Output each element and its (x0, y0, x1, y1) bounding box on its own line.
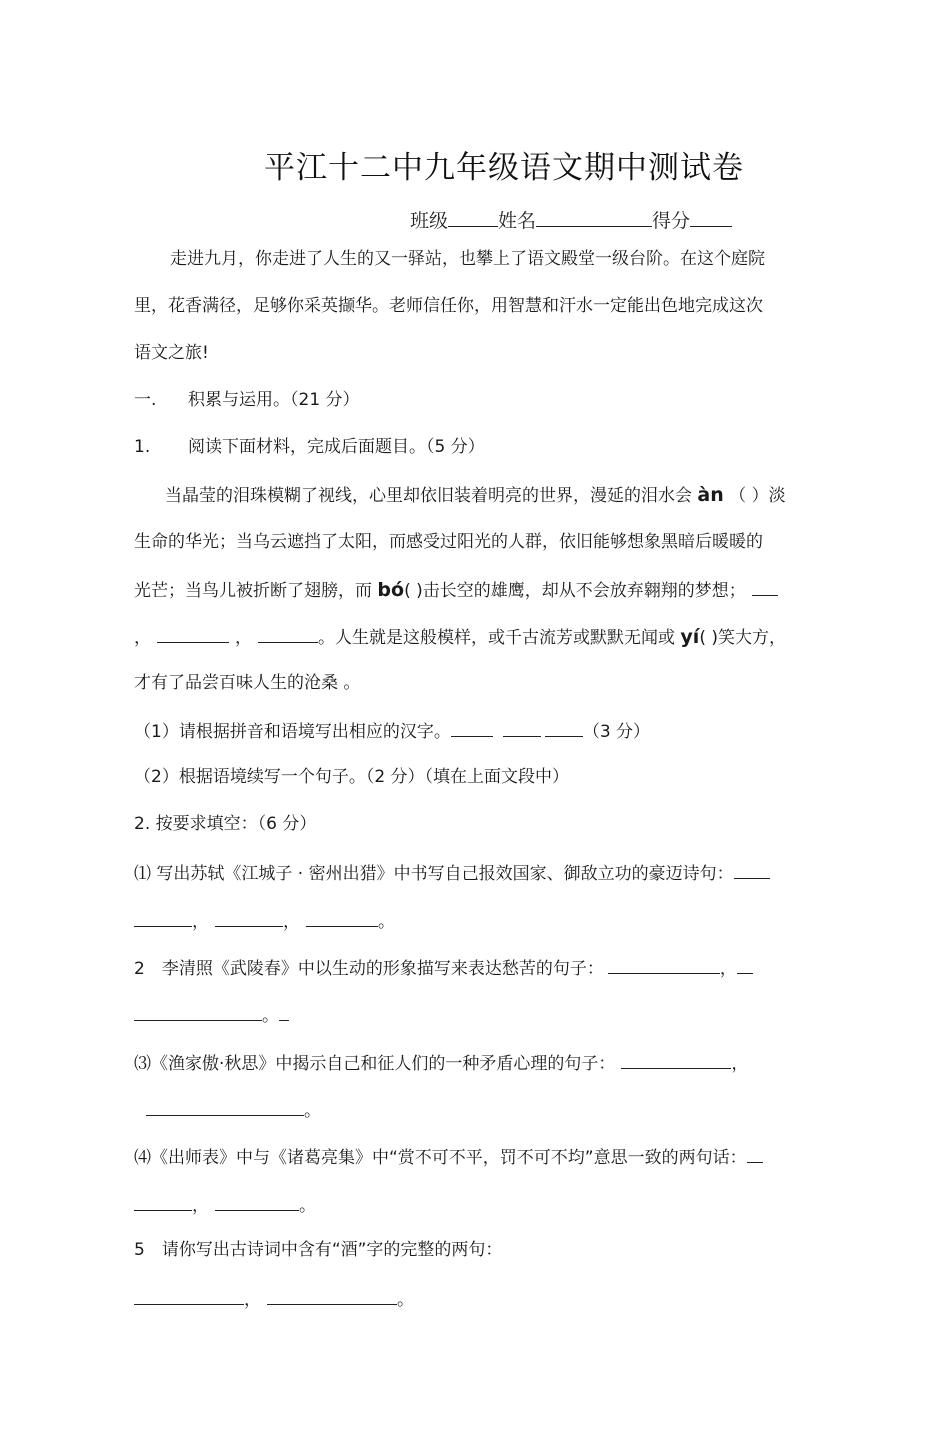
item-4: ⑷《出师表》中与《诸葛亮集》中“赏不可不平，罚不可不均”意思一致的两句话： (134, 1145, 763, 1169)
sub-question-2: （2）根据语境续写一个句子。（2 分）（填在上面文段中） (134, 767, 570, 787)
answer-blank-an[interactable] (451, 719, 493, 737)
item-1-blank-d[interactable] (306, 909, 378, 927)
item-3-blank-a[interactable] (621, 1051, 731, 1069)
item-5-blank-a[interactable] (134, 1287, 244, 1305)
passage-line-3: 光芒；当鸟儿被折断了翅膀，而 bó( )击长空的雄鹰，却从不会放弃翱翔的梦想； (134, 578, 778, 602)
pinyin-yi: yí (680, 626, 700, 648)
item-4-blank-b[interactable] (134, 1193, 192, 1211)
question-2-heading: 2. 按要求填空：（6 分） (134, 814, 317, 834)
passage-line-2: 生命的华光；当乌云遮挡了太阳，而感受过阳光的人群，依旧能够想象黑暗后暖暖的 (134, 532, 763, 552)
item-5: 5 请你写出古诗词中含有“酒”字的完整的两句： (134, 1240, 503, 1260)
item-3-continued: 。 (146, 1098, 321, 1122)
item-2-continued: 。 (134, 1003, 289, 1027)
passage-line-4: ， ， 。人生就是这般模样，或千古流芳或默默无闻或 yí( )笑大方， (134, 626, 786, 648)
section-1-heading: 积累与运用。（21 分） (188, 390, 360, 410)
item-1-blank-c[interactable] (215, 909, 283, 927)
item-3-blank-b[interactable] (146, 1098, 304, 1116)
item-4-blank-a[interactable] (747, 1145, 763, 1163)
answer-blank-bo[interactable] (503, 719, 541, 737)
item-1-blank-b[interactable] (134, 909, 192, 927)
item-1-continued: ， ， 。 (134, 909, 395, 933)
pinyin-an: àn (697, 484, 724, 506)
item-5-continued: ， 。 (134, 1287, 414, 1311)
item-2-blank-a[interactable] (608, 956, 720, 974)
pinyin-bo: bó (377, 579, 405, 601)
intro-line-3: 语文之旅! (134, 343, 209, 363)
item-1: ⑴ 写出苏轼《江城子 · 密州出猎》中书写自己报效国家、御敌立功的豪迈诗句： (134, 861, 770, 885)
score-label: 得分 (652, 210, 691, 232)
item-5-blank-b[interactable] (267, 1287, 397, 1305)
passage-line-5: 才有了品尝百味人生的沧桑 。 (134, 673, 361, 693)
item-2-blank-b[interactable] (134, 1003, 262, 1021)
answer-blank-yi[interactable] (545, 719, 583, 737)
continuation-blank-3[interactable] (258, 625, 318, 643)
page-title: 平江十二中九年级语文期中测试卷 (264, 150, 744, 186)
intro-line-1: 走进九月，你走进了人生的又一驿站，也攀上了语文殿堂一级台阶。在这个庭院 (170, 249, 765, 269)
continuation-blank-2[interactable] (157, 625, 229, 643)
name-blank[interactable] (536, 209, 652, 227)
item-2-blank-a2[interactable] (737, 956, 753, 974)
item-4-blank-c[interactable] (215, 1193, 299, 1211)
section-1-number: 一. (134, 390, 157, 410)
class-label: 班级 (410, 210, 449, 232)
student-info-fields (410, 206, 732, 233)
continuation-blank-1[interactable] (752, 578, 778, 596)
name-label: 姓名 (498, 210, 537, 232)
question-1-heading: 阅读下面材料，完成后面题目。（5 分） (188, 437, 485, 457)
item-2: 2 李清照《武陵春》中以生动的形象描写来表达愁苦的句子： ， (134, 956, 753, 980)
sub-question-1: （1）请根据拼音和语境写出相应的汉字。 （3 分） (134, 719, 650, 743)
passage-line-1: 当晶莹的泪珠模糊了视线，心里却依旧装着明亮的世界，漫延的泪水会 àn （ ）淡 (165, 484, 786, 506)
question-1-number: 1. (134, 437, 151, 457)
score-blank[interactable] (690, 209, 732, 227)
item-3: ⑶《渔家傲·秋思》中揭示自己和征人们的一种矛盾心理的句子： ， (134, 1051, 748, 1075)
item-1-blank-a[interactable] (734, 861, 770, 879)
intro-line-2: 里，花香满径，足够你采英撷华。老师信任你，用智慧和汗水一定能出色地完成这次 (134, 296, 763, 316)
class-blank[interactable] (448, 209, 498, 227)
item-4-continued: ， 。 (134, 1193, 316, 1217)
